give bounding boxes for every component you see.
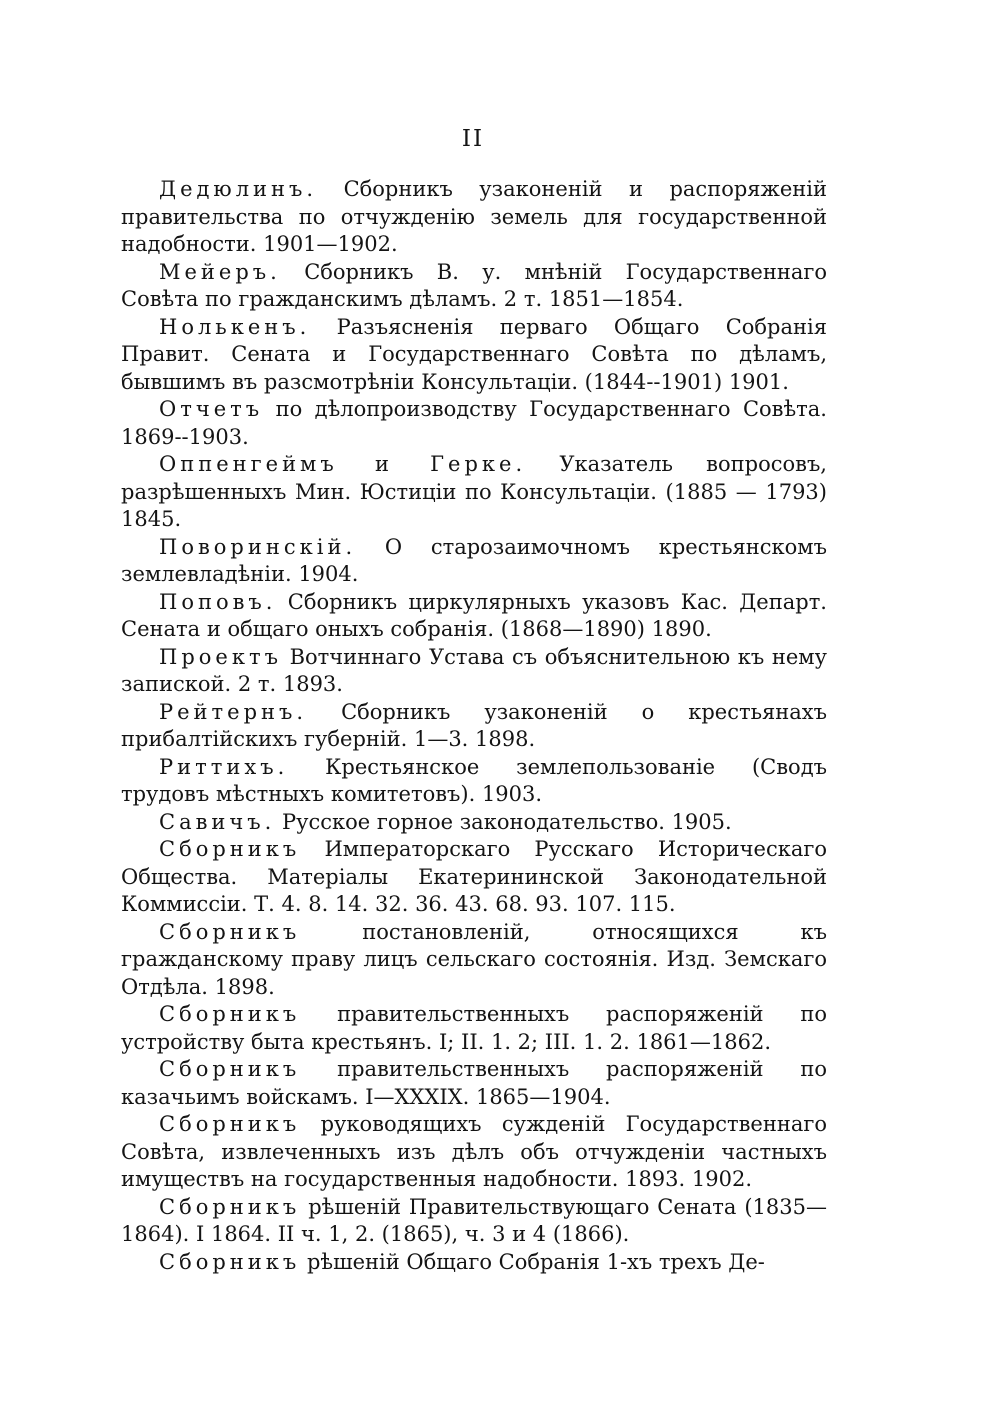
entry-text: Сборникъ В. у. мнѣній Государственнаго Совѣта по гражданскимъ дѣламъ. 2 т. 1851—1854. xyxy=(121,259,827,311)
entry-text: Императорскаго Русскаго Историческаго Общества. Матеріалы Екатерининской Законодательной Коммиссіи. Т. 4. 8. 14. 32. 36. 43. 68. 93. 107. 115. xyxy=(121,837,827,916)
bibliography-entry xyxy=(121,1056,827,1111)
bibliography-entry xyxy=(121,1249,827,1277)
bibliography-entry xyxy=(121,1001,827,1056)
entry-text: Крестьянское землепользованіе (Сводъ трудовъ мѣстныхъ комитетовъ). 1903. xyxy=(121,754,827,806)
bibliography-entry xyxy=(121,809,827,837)
entry-author: Савичъ. xyxy=(159,809,276,834)
entry-text: Русское горное законодательство. 1905. xyxy=(282,809,732,834)
entry-text: рѣшеній Общаго Собранія 1-хъ трехъ Де- xyxy=(306,1249,765,1274)
entry-author: Нолькенъ. xyxy=(159,314,311,339)
entry-author: Сборникъ xyxy=(159,1112,301,1136)
entry-text: рѣшеній Правительствующаго Сената (1835—1864). I 1864. II ч. 1, 2. (1865), ч. 3 и 4 (1866). xyxy=(121,1194,827,1246)
bibliography-entry xyxy=(121,919,827,1002)
bibliography-entry xyxy=(121,534,827,589)
bibliography-entry xyxy=(121,589,827,644)
bibliography-list xyxy=(121,176,827,1276)
entry-text: Сборникъ циркулярныхъ указовъ Кас. Департ. Сената и общаго оныхъ собранія. (1868—1890) 1890. xyxy=(121,589,827,641)
entry-author: Поворинскій. xyxy=(159,534,357,559)
entry-text: руководящихъ сужденій Государственнаго Совѣта, извлеченныхъ изъ дѣлъ объ отчужденіи частныхъ имуществъ на государственныя надобности. 1893. 1902. xyxy=(121,1112,827,1191)
bibliography-entry xyxy=(121,259,827,314)
bibliography-entry xyxy=(121,1111,827,1194)
entry-text: Сборникъ узаконеній и распоряженій правительства по отчужденію земель для государственной надобности. 1901—1902. xyxy=(121,177,827,256)
entry-author: Дедюлинъ. xyxy=(159,177,318,201)
entry-author: Мейеръ. xyxy=(159,259,281,284)
entry-text: по дѣлопроизводству Государственнаго Совѣта. 1869--1903. xyxy=(121,397,827,449)
entry-author: Сборникъ xyxy=(159,919,301,944)
entry-author: Поповъ. xyxy=(159,589,277,614)
entry-text: Указатель вопросовъ, разрѣшенныхъ Мин. Юстиціи по Консультаціи. (1885 — 1793) 1845. xyxy=(121,452,827,531)
bibliography-entry xyxy=(121,836,827,919)
page-number: II xyxy=(461,126,485,152)
entry-text: Разъясненія перваго Общаго Собранія Правит. Сената и Государственнаго Совѣта по дѣламъ, бывшимъ въ разсмотрѣніи Консультаціи. (1844--1901) 1901. xyxy=(121,314,827,394)
entry-text: О старозаимочномъ крестьянскомъ землевладѣніи. 1904. xyxy=(121,534,827,586)
bibliography-entry xyxy=(121,396,827,451)
bibliography-entry xyxy=(121,754,827,809)
bibliography-entry xyxy=(121,1194,827,1249)
entry-author: Отчетъ xyxy=(159,397,264,421)
entry-text: постановленій, относящихся къ гражданскому праву лицъ сельскаго состоянія. Изд. Земскаго Отдѣла. 1898. xyxy=(121,919,827,999)
entry-text: правительственныхъ распоряженій по казачьимъ войскамъ. I—XXXIX. 1865—1904. xyxy=(121,1057,827,1109)
entry-author: Риттихъ. xyxy=(159,754,289,779)
entry-text: Сборникъ узаконеній о крестьянахъ прибалтійскихъ губерній. 1—3. 1898. xyxy=(121,699,827,751)
entry-author: Сборникъ xyxy=(159,1249,301,1274)
entry-author: Сборникъ xyxy=(159,837,301,861)
entry-author: Оппенгеймъ и Герке. xyxy=(159,452,527,476)
bibliography-entry xyxy=(121,176,827,259)
entry-author: Рейтернъ. xyxy=(159,699,308,724)
entry-text: Вотчиннаго Устава съ объяснительною къ нему запиской. 2 т. 1893. xyxy=(121,644,827,696)
entry-author: Сборникъ xyxy=(159,1002,301,1026)
bibliography-entry xyxy=(121,699,827,754)
bibliography-entry xyxy=(121,644,827,699)
bibliography-entry xyxy=(121,314,827,397)
entry-author: Сборникъ xyxy=(159,1194,301,1219)
entry-author: Проектъ xyxy=(159,644,282,669)
entry-author: Сборникъ xyxy=(159,1057,301,1081)
entry-text: правительственныхъ распоряженій по устройству быта крестьянъ. I; II. 1. 2; III. 1. 2. 1861—1862. xyxy=(121,1002,827,1054)
bibliography-entry xyxy=(121,451,827,534)
